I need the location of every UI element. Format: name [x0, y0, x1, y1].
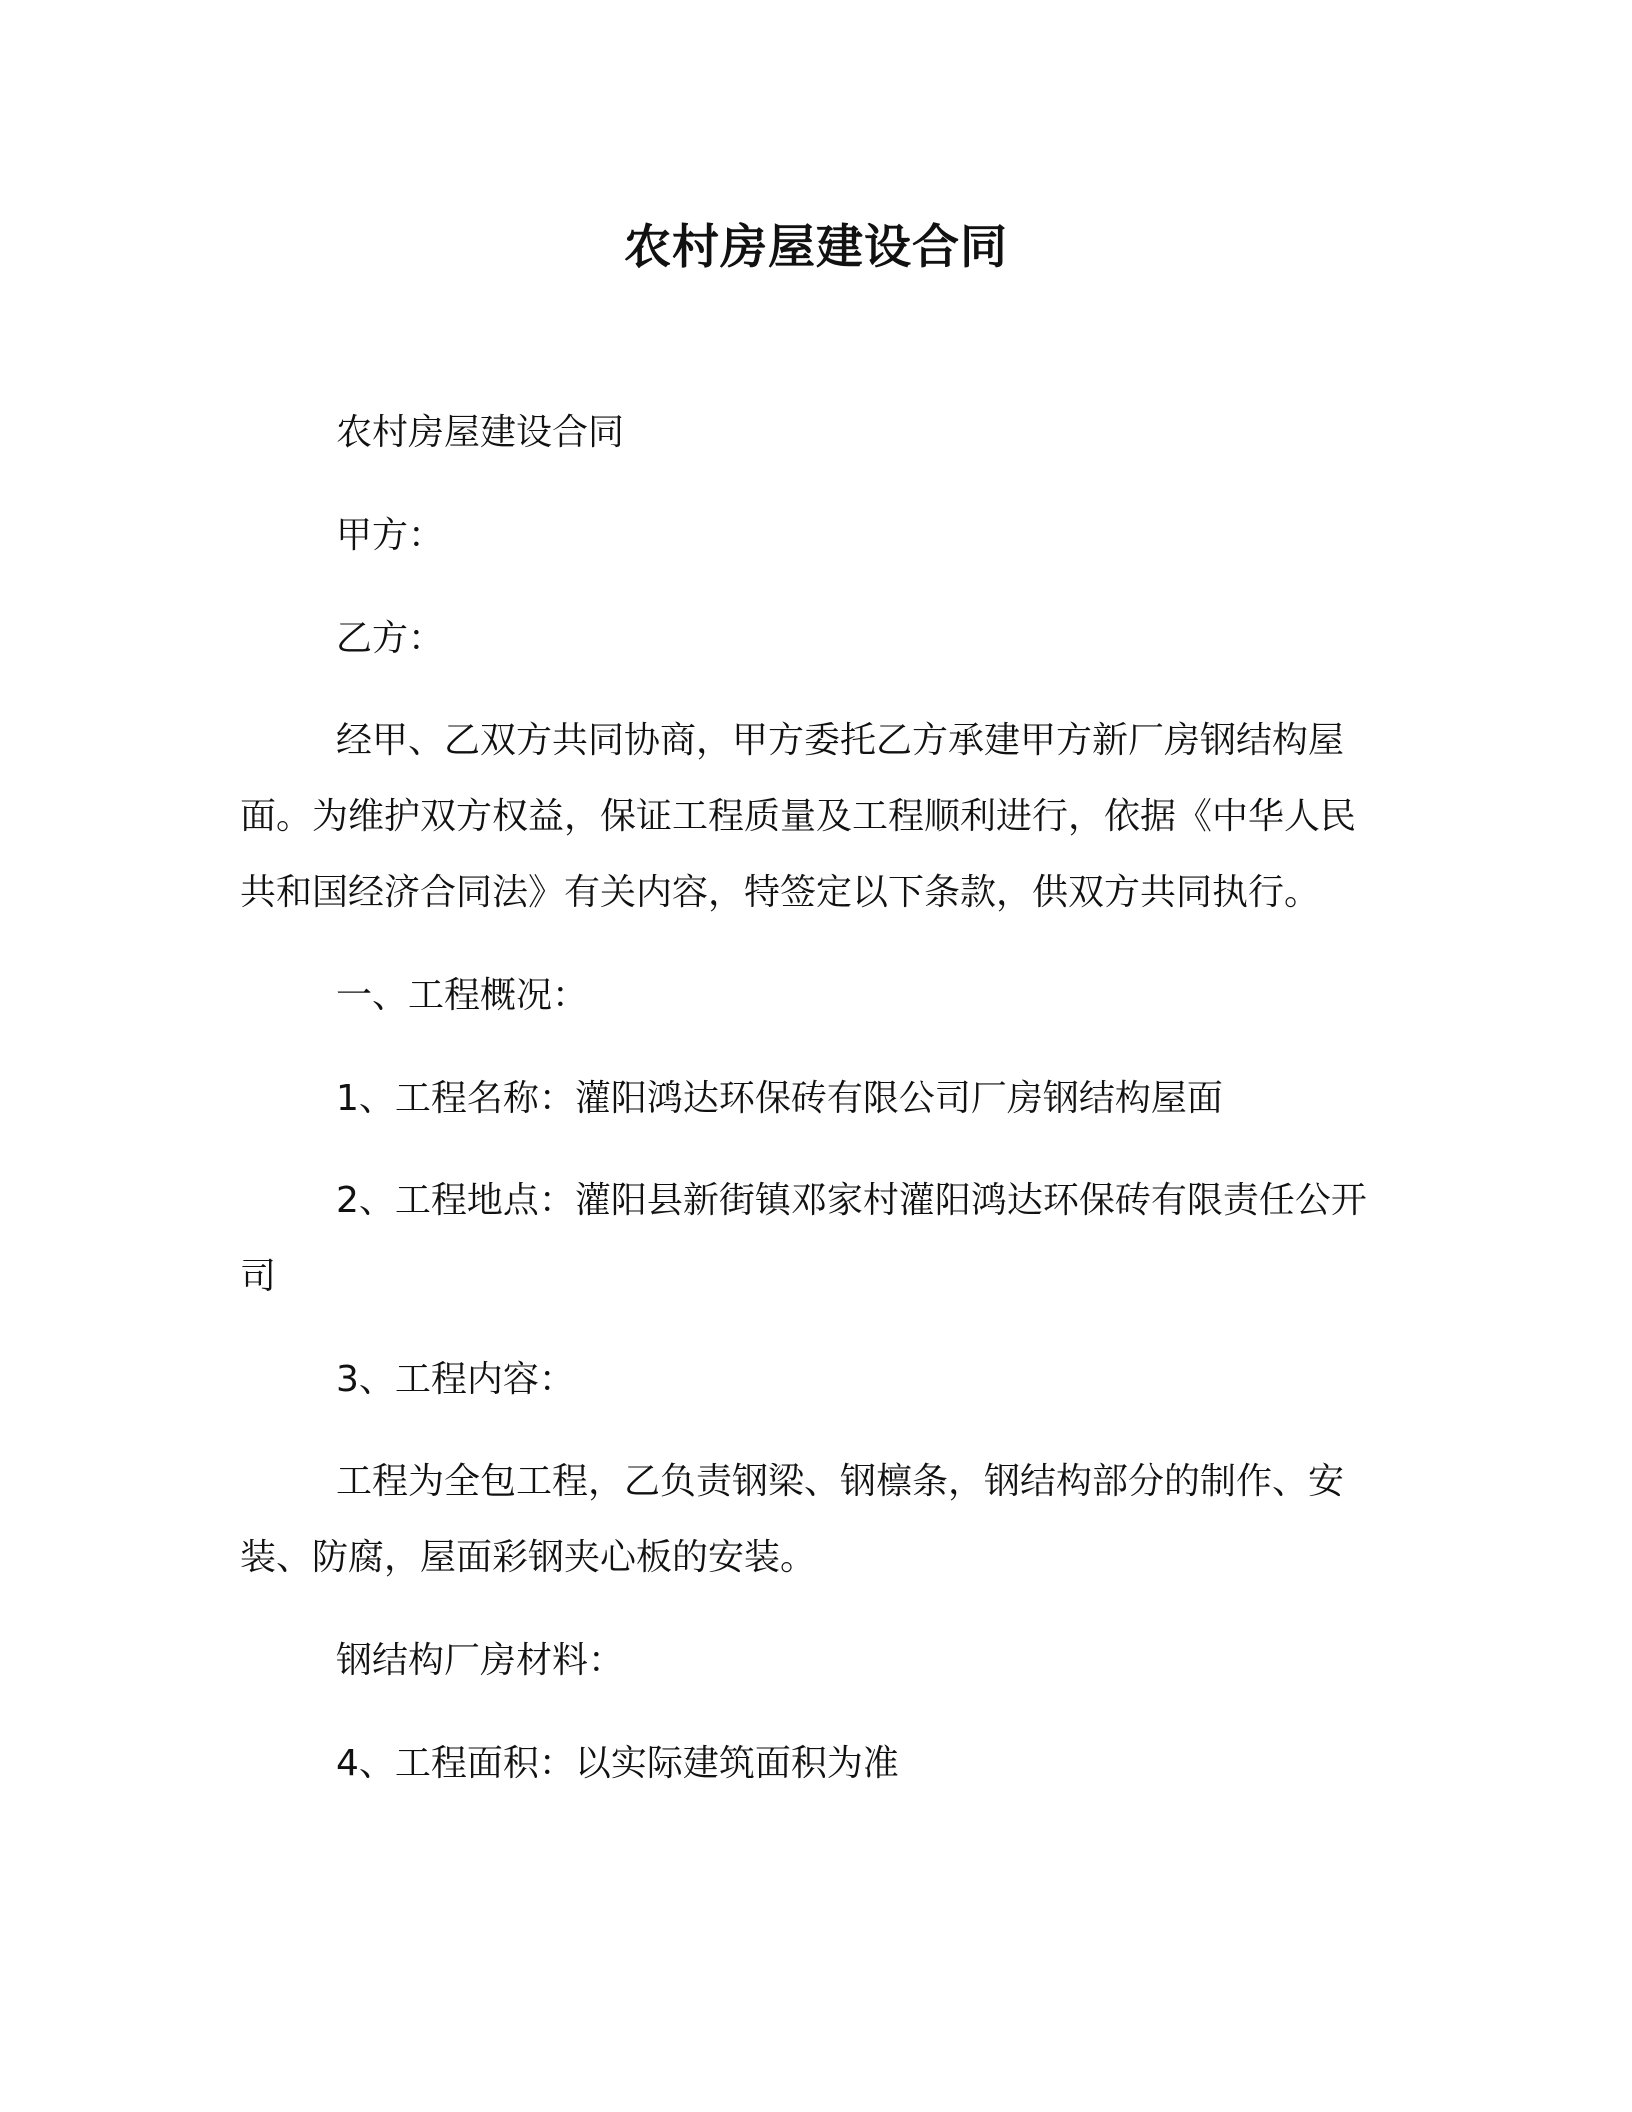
paragraph-project-area: 4、工程面积：以实际建筑面积为准 [336, 1743, 899, 1784]
paragraph-party-b: 乙方： [336, 618, 445, 659]
paragraph-project-name: 1、工程名称：灌阳鸿达环保砖有限公司厂房钢结构屋面 [336, 1078, 1223, 1119]
document-title: 农村房屋建设合同 [624, 220, 1008, 275]
paragraph-materials: 钢结构厂房材料： [336, 1640, 625, 1681]
paragraph-section-1: 一、工程概况： [336, 975, 589, 1016]
paragraph-party-a: 甲方： [336, 515, 445, 556]
paragraph-project-content: 工程为全包工程，乙负责钢梁、钢檩条，钢结构部分的制作、安装、防腐，屋面彩钢夹心板的安装。 [240, 1461, 1345, 1578]
paragraph-project-location: 2、工程地点：灌阳县新街镇邓家村灌阳鸿达环保砖有限责任公开司 [240, 1180, 1367, 1297]
document-body [240, 394, 1390, 1803]
paragraph-intro: 经甲、乙双方共同协商，甲方委托乙方承建甲方新厂房钢结构屋面。为维护双方权益，保证工程质量及工程顺利进行，依据《中华人民共和国经济合同法》有关内容，特签定以下条款，供双方共同执行。 [240, 720, 1357, 913]
paragraph-project-content-label: 3、工程内容： [336, 1359, 575, 1400]
paragraph-heading: 农村房屋建设合同 [336, 412, 625, 453]
